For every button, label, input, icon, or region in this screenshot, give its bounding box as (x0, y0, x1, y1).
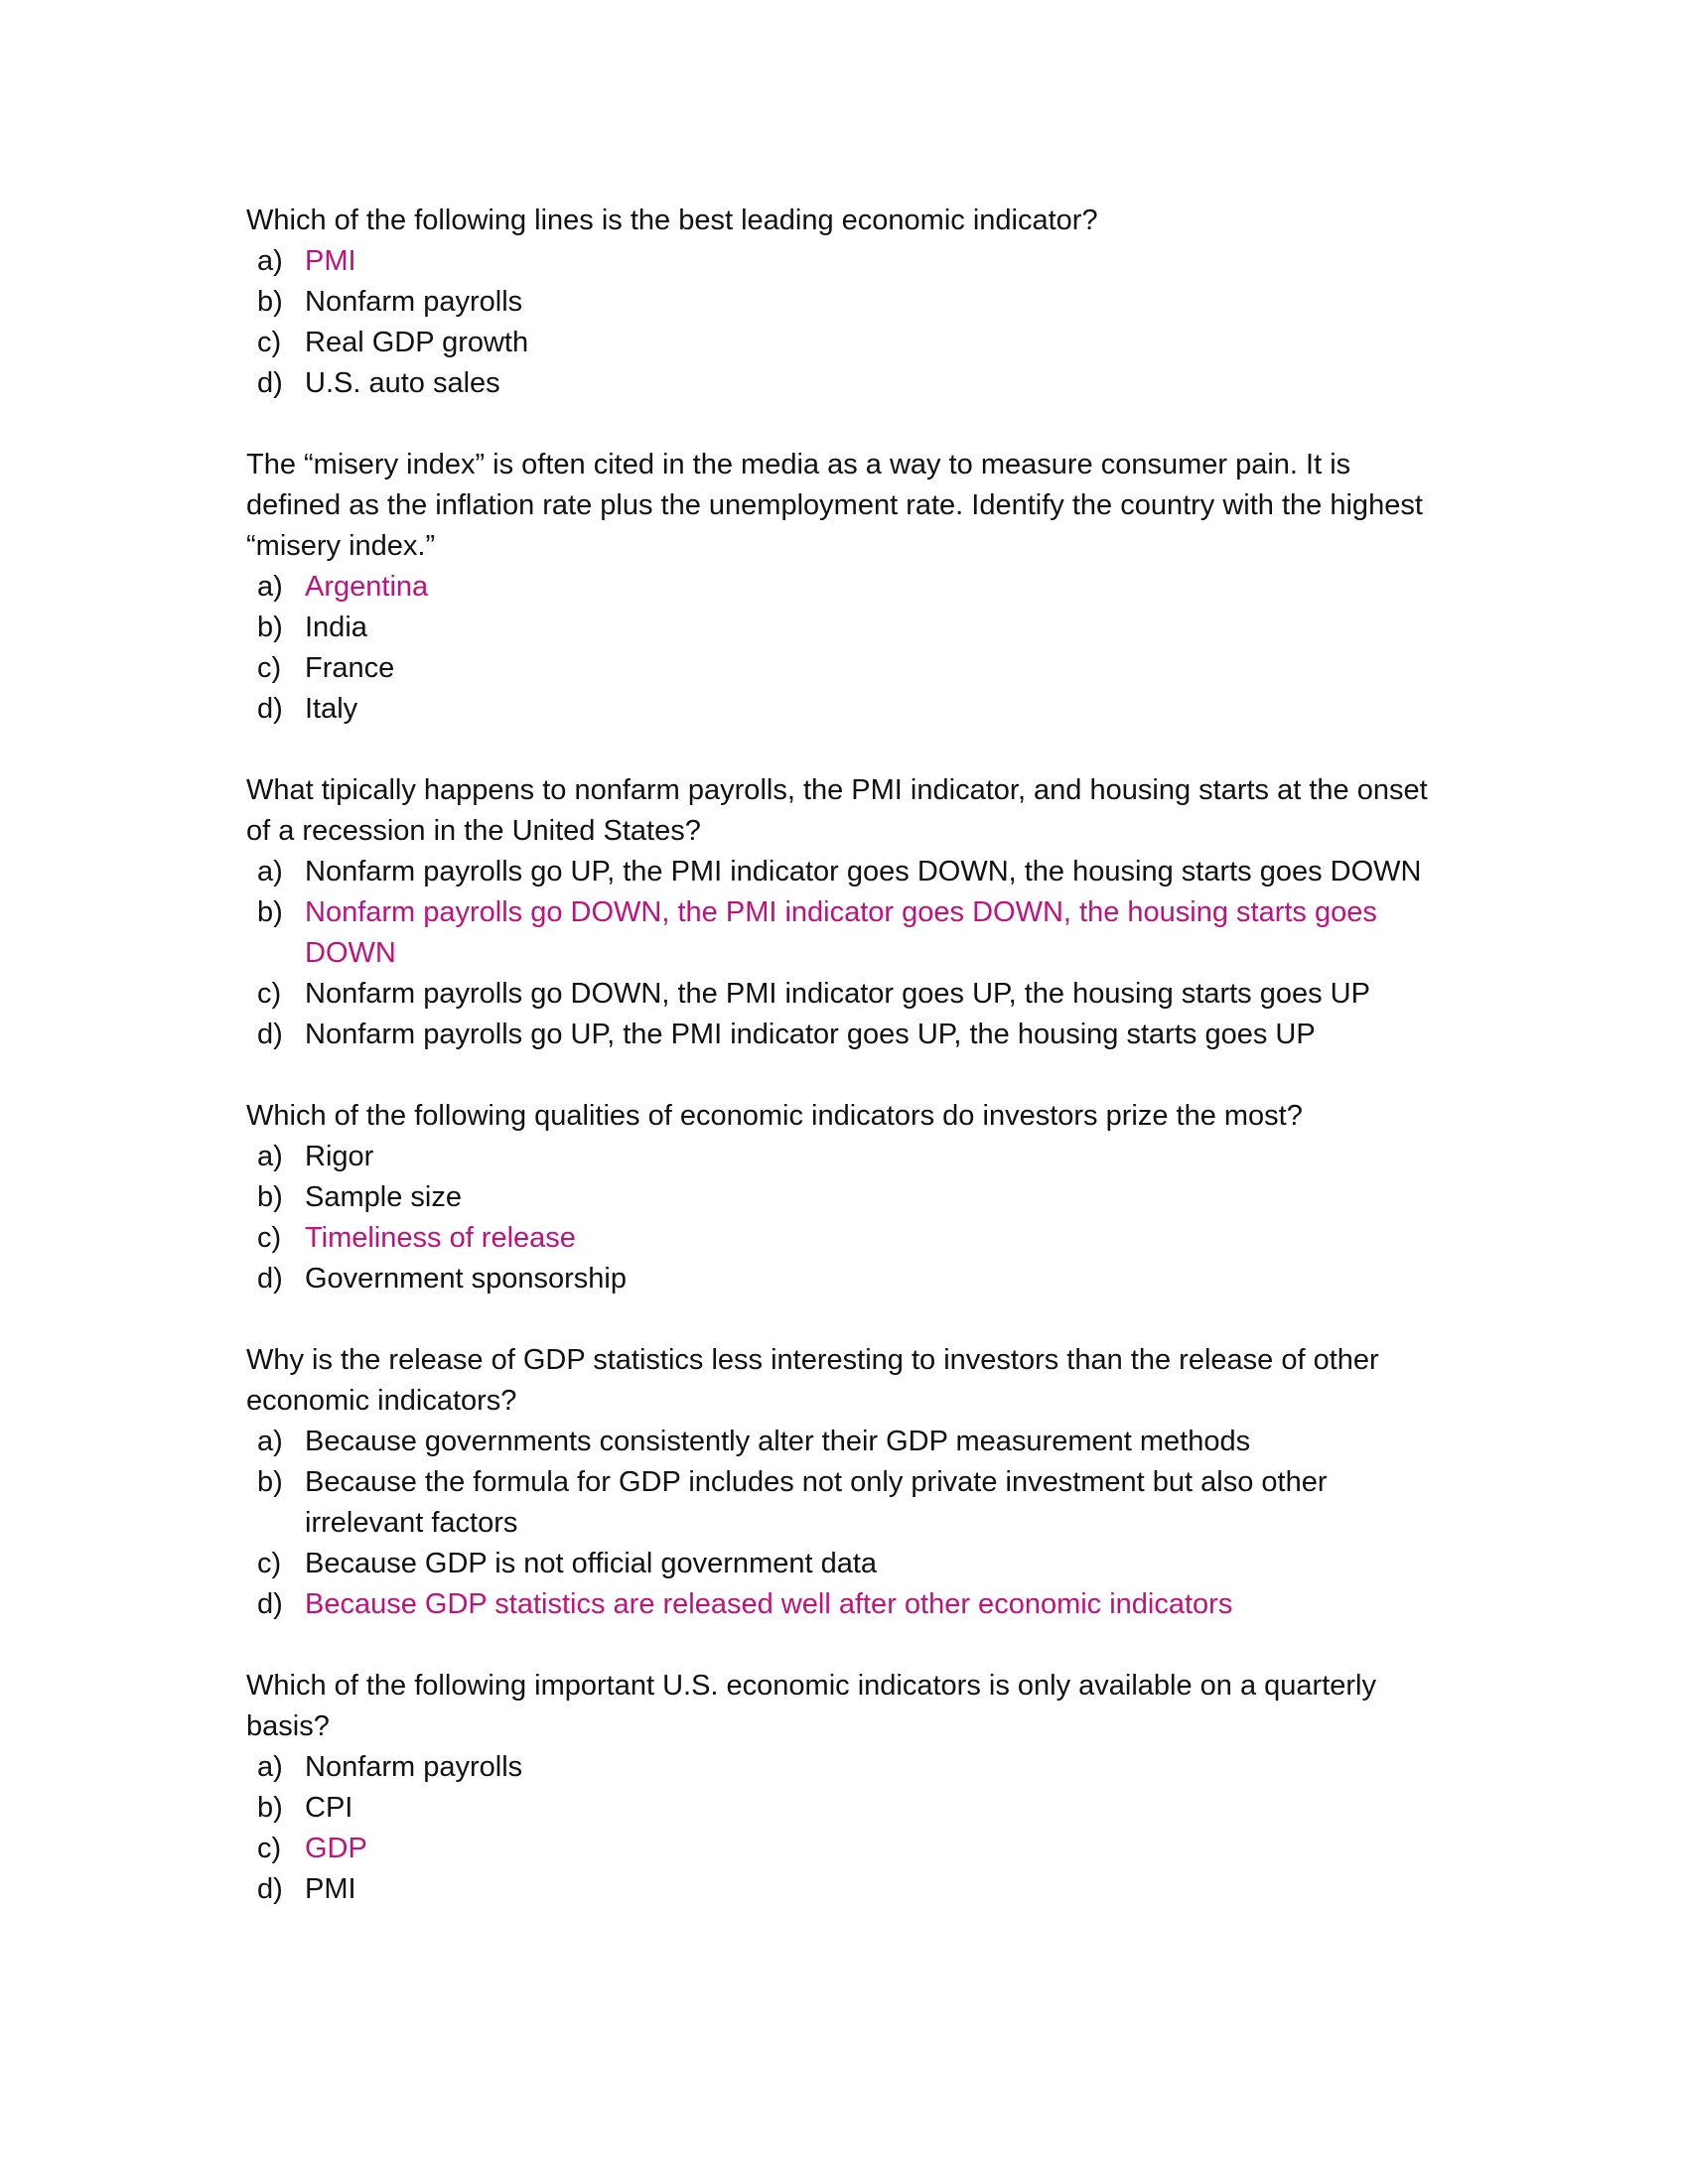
option-letter: c) (257, 1833, 282, 1864)
option-letter: d) (257, 1588, 283, 1620)
option-letter: d) (257, 1263, 283, 1295)
option-letter: b) (257, 286, 283, 318)
answer-option (246, 1015, 1448, 1055)
option-text: France (305, 652, 395, 684)
option-letter: a) (257, 1141, 283, 1172)
option-letter: c) (257, 652, 282, 684)
question-block (246, 770, 1448, 1055)
answer-option-correct (246, 241, 1448, 282)
answer-option (246, 974, 1448, 1015)
question-block (246, 1096, 1448, 1299)
answer-option (246, 323, 1448, 363)
option-text: Nonfarm payrolls (305, 1751, 523, 1783)
option-text: Government sponsorship (305, 1263, 627, 1295)
answer-option (246, 1137, 1448, 1177)
option-letter: a) (257, 1426, 283, 1457)
option-text: Rigor (305, 1141, 374, 1172)
answer-option (246, 608, 1448, 648)
answer-options (246, 567, 1448, 730)
option-letter: d) (257, 1019, 283, 1050)
option-letter: a) (257, 1751, 283, 1783)
option-letter: a) (257, 856, 283, 887)
option-letter: d) (257, 367, 283, 399)
question-text: What tipically happens to nonfarm payrolls, the PMI indicator, and housing starts at the onset of a recession in the United States? (246, 774, 1428, 847)
option-text: Real GDP growth (305, 327, 529, 358)
answer-option (246, 1788, 1448, 1829)
option-letter: c) (257, 978, 282, 1010)
question-text: Which of the following important U.S. economic indicators is only available on a quarterly basis? (246, 1670, 1376, 1742)
answer-option (246, 689, 1448, 730)
option-text: Timeliness of release (305, 1222, 576, 1254)
option-text: Nonfarm payrolls (305, 286, 523, 318)
answer-option (246, 1544, 1448, 1584)
option-letter: b) (257, 1466, 283, 1498)
answer-options (246, 241, 1448, 404)
option-letter: c) (257, 327, 282, 358)
answer-options (246, 1137, 1448, 1299)
option-letter: b) (257, 896, 283, 928)
option-letter: a) (257, 571, 283, 603)
answer-option-correct (246, 1218, 1448, 1259)
option-letter: c) (257, 1548, 282, 1579)
answer-option (246, 1422, 1448, 1462)
answer-option (246, 1747, 1448, 1788)
option-letter: c) (257, 1222, 282, 1254)
option-text: PMI (305, 1873, 356, 1905)
option-text: CPI (305, 1792, 353, 1824)
option-text: PMI (305, 245, 356, 277)
option-letter: b) (257, 612, 283, 643)
option-text: Nonfarm payrolls go DOWN, the PMI indicator goes DOWN, the housing starts goes DOWN (305, 896, 1377, 969)
question-block (246, 201, 1448, 404)
option-letter: a) (257, 245, 283, 277)
question-text: The “misery index” is often cited in the media as a way to measure consumer pain. It is defined as the inflation rate plus the unemployment rate. Identify the country with the highest “misery index.” (246, 449, 1423, 562)
answer-option-correct (246, 1829, 1448, 1869)
option-text: Because the formula for GDP includes not only private investment but also other irrelevant factors (305, 1466, 1328, 1539)
answer-option (246, 1462, 1448, 1544)
answer-option (246, 1259, 1448, 1299)
option-letter: b) (257, 1181, 283, 1213)
answer-option (246, 648, 1448, 689)
answer-option-correct (246, 892, 1448, 974)
option-letter: b) (257, 1792, 283, 1824)
question-text: Which of the following lines is the best leading economic indicator? (246, 205, 1098, 236)
option-letter: d) (257, 1873, 283, 1905)
question-block (246, 1340, 1448, 1625)
option-text: Because GDP statistics are released well after other economic indicators (305, 1588, 1233, 1620)
question-block (246, 445, 1448, 730)
document-page (246, 201, 1448, 1951)
option-text: Nonfarm payrolls go UP, the PMI indicator goes DOWN, the housing starts goes DOWN (305, 856, 1422, 887)
option-text: Because governments consistently alter their GDP measurement methods (305, 1426, 1251, 1457)
answer-option (246, 852, 1448, 892)
option-text: GDP (305, 1833, 367, 1864)
option-text: Nonfarm payrolls go DOWN, the PMI indicator goes UP, the housing starts goes UP (305, 978, 1370, 1010)
answer-option (246, 1869, 1448, 1910)
answer-options (246, 1747, 1448, 1910)
question-text: Which of the following qualities of economic indicators do investors prize the most? (246, 1100, 1303, 1132)
answer-options (246, 1422, 1448, 1625)
option-text: Argentina (305, 571, 429, 603)
answer-option-correct (246, 1584, 1448, 1625)
option-text: Sample size (305, 1181, 462, 1213)
answer-options (246, 852, 1448, 1055)
answer-option (246, 363, 1448, 404)
option-text: Italy (305, 693, 358, 725)
option-text: Because GDP is not official government data (305, 1548, 878, 1579)
answer-option-correct (246, 567, 1448, 608)
question-block (246, 1666, 1448, 1910)
option-text: U.S. auto sales (305, 367, 500, 399)
option-letter: d) (257, 693, 283, 725)
answer-option (246, 1177, 1448, 1218)
answer-option (246, 282, 1448, 323)
option-text: India (305, 612, 367, 643)
option-text: Nonfarm payrolls go UP, the PMI indicator goes UP, the housing starts goes UP (305, 1019, 1316, 1050)
question-text: Why is the release of GDP statistics less interesting to investors than the release of other economic indicators? (246, 1344, 1379, 1417)
